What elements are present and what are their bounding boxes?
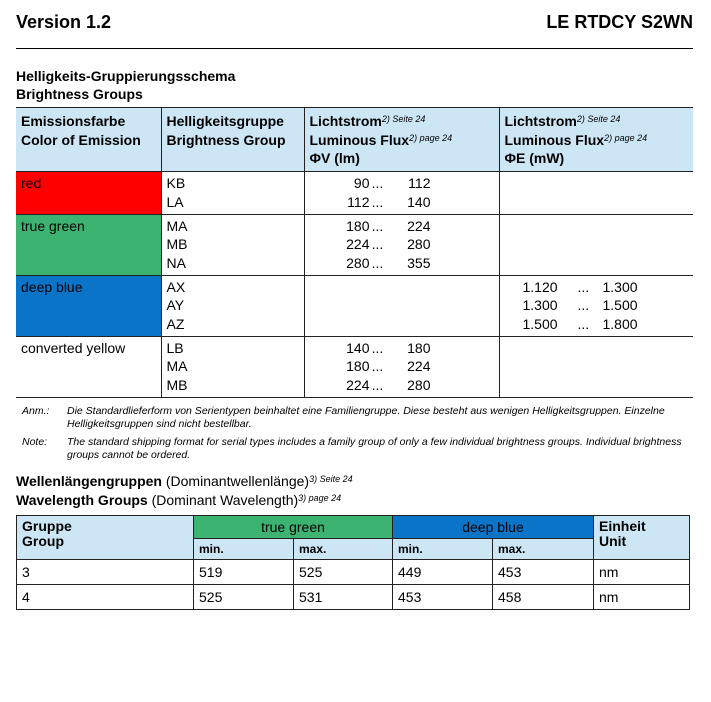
group-code: AY — [166, 297, 185, 314]
wavelength-b-min-cell: 449 — [393, 560, 493, 585]
wavelength-header-row — [17, 516, 690, 539]
flux-range: 224 ... 280 — [346, 236, 431, 253]
group-code: AX — [166, 278, 186, 295]
flux-v-column-header — [304, 108, 499, 172]
group-code: KB — [166, 175, 186, 192]
brightness-table — [16, 107, 693, 398]
flux-range: 180 ... 224 — [346, 217, 431, 234]
footnote-ref: 3) page 24 — [298, 493, 342, 503]
unit-column-header: Einheit Unit — [594, 516, 690, 560]
group-cell — [161, 336, 304, 397]
flux-header-de: Lichtstrom — [309, 113, 382, 129]
blue-max-header: max. — [493, 539, 594, 560]
flux-e-column-header — [499, 108, 693, 172]
group-code: LB — [166, 339, 184, 356]
group-column-header — [161, 108, 304, 172]
brightness-title-en: Brightness Groups — [16, 86, 143, 102]
brightness-title-de: Helligkeits-Gruppierungsschema — [16, 68, 236, 84]
flux-e-unit: ΦE (mW) — [504, 150, 565, 167]
flux-range: 1.120 ... 1.300 — [522, 278, 638, 295]
wavelength-g-max-cell: 525 — [294, 560, 393, 585]
blue-min-header: min. — [393, 539, 493, 560]
flux-header-en: Luminous Flux — [504, 131, 605, 148]
group-code: AZ — [166, 316, 185, 333]
group-code: MA — [166, 358, 188, 375]
wavelength-g-min-cell: 519 — [194, 560, 294, 585]
group-cell — [161, 275, 304, 336]
flux-header-en: Luminous Flux — [309, 131, 410, 148]
flux-v-cell — [304, 214, 499, 275]
wavelength-row — [17, 560, 690, 585]
brightness-group-row — [16, 214, 693, 275]
flux-range: 280 ... 355 — [346, 254, 431, 271]
green-max-header: max. — [294, 539, 393, 560]
note-de-text: Die Standardlieferform von Serientypen beinhaltet eine Familiengruppe. Diese besteht aus wenigen Helligkeitsgruppen. Einzelne Helligkeitsgruppen sind nicht bestellbar. — [67, 405, 665, 430]
flux-range: 180 ... 224 — [346, 358, 431, 375]
flux-e-cell — [499, 275, 693, 336]
wavelength-title-de: Wellenlängengruppen (Dominantwellenlänge)$^{3) Seite 24}$ — [16, 473, 353, 489]
brightness-group-row — [16, 336, 693, 397]
flux-range: 112 ... 140 — [347, 193, 431, 210]
note-de-key: Anm.: — [22, 405, 50, 417]
wavelength-group-cell: 4 — [17, 585, 194, 610]
brightness-header-row — [16, 108, 693, 172]
color-column-header — [16, 108, 161, 172]
page-header — [16, 12, 693, 34]
group-code: NA — [166, 254, 186, 271]
flux-range: 90 ... 112 — [353, 175, 431, 192]
header-divider — [16, 48, 693, 49]
flux-header-de: Lichtstrom — [504, 113, 577, 129]
version-label: Version 1.2 — [16, 12, 112, 32]
footnote-ref: 2) Seite 24 — [381, 114, 426, 124]
group-code: MB — [166, 236, 188, 253]
note-en-text: The standard shipping format for serial types includes a family group of only a few individual brightness groups. Individual brightness groups cannot be ordered. — [67, 436, 682, 461]
wavelength-unit-cell: nm — [594, 560, 690, 585]
wavelength-group-cell: 3 — [17, 560, 194, 585]
group-code: MA — [166, 217, 188, 234]
group-cell — [161, 172, 304, 214]
flux-v-cell — [304, 275, 499, 336]
true-green-header: true green — [194, 516, 393, 539]
color-cell: true green — [16, 214, 161, 275]
wavelength-section-title — [16, 472, 353, 510]
color-cell: deep blue — [16, 275, 161, 336]
wavelength-b-min-cell: 453 — [393, 585, 493, 610]
color-header-en: Color of Emission — [21, 131, 141, 148]
product-name: LE RTDCY S2WN — [546, 12, 693, 32]
wavelength-b-max-cell: 453 — [493, 560, 594, 585]
flux-v-cell — [304, 336, 499, 397]
footnote-ref: 2) page 24 — [604, 132, 648, 143]
group-column-header: Gruppe Group — [17, 516, 194, 560]
footnote-ref: 3) Seite 24 — [309, 474, 353, 484]
group-code: MB — [166, 377, 188, 394]
wavelength-g-max-cell: 531 — [294, 585, 393, 610]
group-cell — [161, 214, 304, 275]
green-min-header: min. — [194, 539, 294, 560]
color-cell: red — [16, 172, 161, 214]
color-header-de: Emissionsfarbe — [21, 113, 126, 129]
flux-range: 140 ... 180 — [346, 339, 431, 356]
wavelength-unit-cell: nm — [594, 585, 690, 610]
wavelength-title-en: Wavelength Groups (Dominant Wavelength)$^{3) page 24}$ — [16, 492, 342, 508]
wavelength-row — [17, 585, 690, 610]
brightness-section-title — [16, 67, 235, 103]
flux-v-unit: ΦV (lm) — [309, 150, 360, 167]
deep-blue-header: deep blue — [393, 516, 594, 539]
footnote-ref: 2) Seite 24 — [576, 114, 621, 124]
flux-v-cell — [304, 172, 499, 214]
flux-range: 224 ... 280 — [346, 377, 431, 394]
wavelength-b-max-cell: 458 — [493, 585, 594, 610]
wavelength-table — [16, 515, 690, 610]
group-header-de: Helligkeitsgruppe — [166, 113, 284, 129]
note-en-key: Note: — [22, 436, 48, 448]
color-cell: converted yellow — [16, 336, 161, 397]
group-header-en: Brightness Group — [166, 131, 286, 148]
brightness-group-row — [16, 172, 693, 214]
footnote-ref: 2) page 24 — [409, 132, 453, 143]
wavelength-g-min-cell: 525 — [194, 585, 294, 610]
brightness-group-row — [16, 275, 693, 336]
group-code: LA — [166, 193, 184, 210]
flux-e-cell — [499, 336, 693, 397]
flux-e-cell — [499, 214, 693, 275]
flux-range: 1.500 ... 1.800 — [522, 316, 638, 333]
flux-range: 1.300 ... 1.500 — [522, 297, 638, 314]
flux-e-cell — [499, 172, 693, 214]
